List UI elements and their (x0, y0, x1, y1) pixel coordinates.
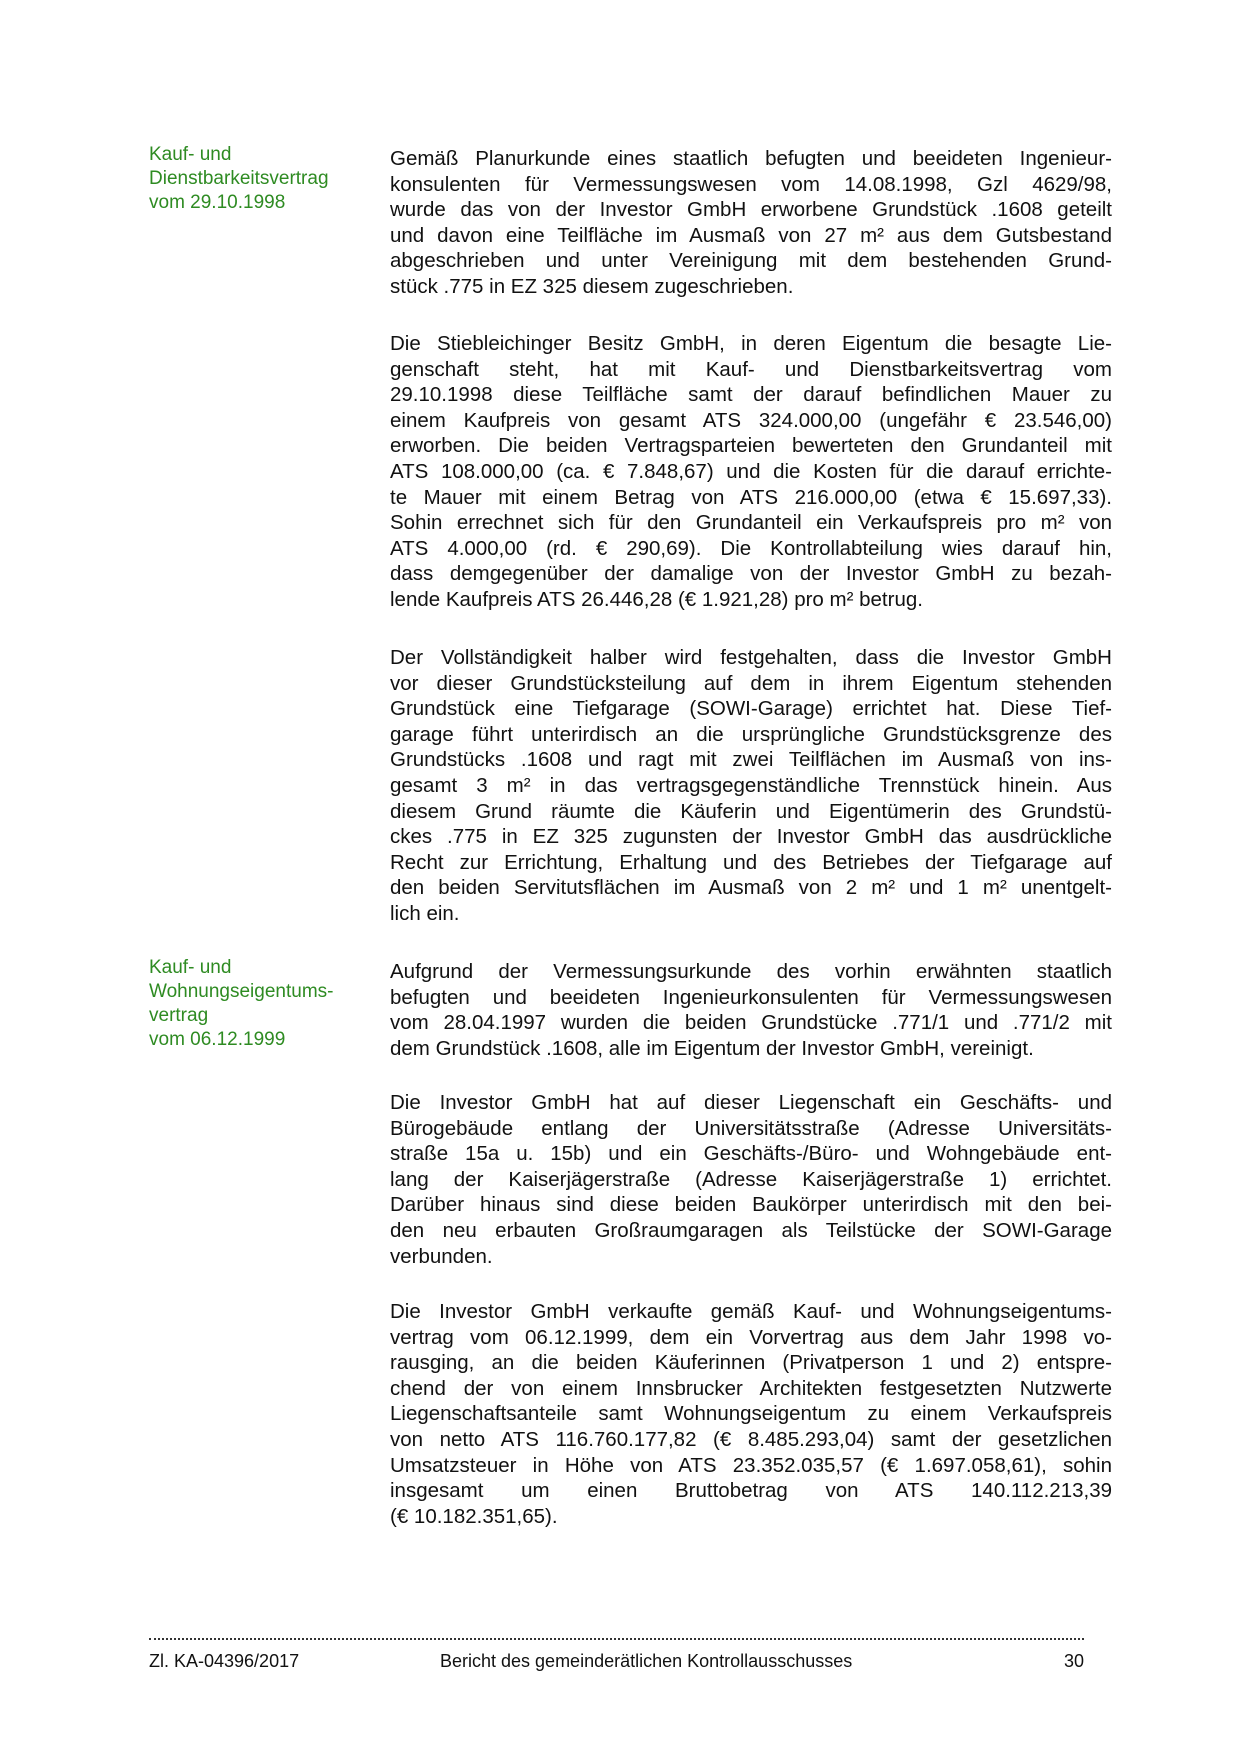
paragraph-line: Die Investor GmbH verkaufte gemäß Kauf- und Wohnungseigentums- (390, 1300, 1112, 1323)
paragraph-line: gesamt 3 m² in das vertragsgegenständliche Trennstück hinein. Aus (390, 773, 1112, 797)
paragraph-line: Der Vollständigkeit halber wird festgehalten, dass die Investor GmbH (390, 646, 1112, 669)
paragraph-line: von netto ATS 116.760.177,82 (€ 8.485.293,04) samt der gesetzlichen (390, 1427, 1112, 1451)
side-note-line: vertrag (149, 1005, 209, 1026)
paragraph-line: ckes .775 in EZ 325 zugunsten der Investor GmbH das ausdrückliche (390, 825, 1112, 849)
paragraph-line: ATS 4.000,00 (rd. € 290,69). Die Kontrollabteilung wies darauf hin, (390, 536, 1112, 560)
side-note-line: Kauf- und (149, 144, 232, 165)
paragraph-line: diesem Grund räumte die Käuferin und Eigentümerin des Grundstü- (390, 799, 1112, 823)
paragraph-line: Grundstück eine Tiefgarage (SOWI-Garage) errichtet hat. Diese Tief- (390, 697, 1112, 721)
paragraph-line: ATS 108.000,00 (ca. € 7.848,67) und die Kosten für die darauf errichte- (390, 459, 1112, 483)
paragraph-line: lich ein. (390, 901, 460, 925)
paragraph-line: Recht zur Errichtung, Erhaltung und des Betriebes der Tiefgarage auf (390, 850, 1112, 874)
paragraph-line: vor dieser Grundstücksteilung auf dem in ihrem Eigentum stehenden (390, 671, 1112, 695)
paragraph-line: Die Investor GmbH hat auf dieser Liegenschaft ein Geschäfts- und (390, 1091, 1112, 1114)
paragraph-line: konsulenten für Vermessungswesen vom 14.08.1998, Gzl 4629/98, (390, 172, 1112, 196)
side-note-line: Dienstbarkeitsvertrag (149, 168, 329, 189)
paragraph-line: rausging, an die beiden Käuferinnen (Privatperson 1 und 2) entspre- (390, 1351, 1112, 1375)
paragraph-line: (€ 10.182.351,65). (390, 1504, 558, 1528)
paragraph-line: Die Stiebleichinger Besitz GmbH, in deren Eigentum die besagte Lie- (390, 332, 1112, 355)
paragraph-line: abgeschrieben und unter Vereinigung mit dem bestehenden Grund- (390, 249, 1112, 273)
paragraph-line: Sohin errechnet sich für den Grundanteil ein Verkaufspreis pro m² von (390, 511, 1112, 535)
paragraph-line: Darüber hinaus sind diese beiden Baukörper unterirdisch mit den bei- (390, 1193, 1112, 1217)
paragraph-liegenschaft-gebaeude (390, 1090, 1112, 1269)
side-note-kauf-dienstbarkeitsvertrag (149, 143, 369, 215)
paragraph-line: lende Kaufpreis ATS 26.446,28 (€ 1.921,28) pro m² betrug. (390, 587, 923, 611)
footer-report-title: Bericht des gemeinderätlichen Kontrollausschusses (440, 1651, 853, 1671)
paragraph-line: erworben. Die beiden Vertragsparteien bewerteten den Grundanteil mit (390, 434, 1112, 458)
paragraph-verkauf-wohnungseigentum (390, 1299, 1112, 1529)
paragraph-vollstaendigkeit (390, 645, 1112, 927)
paragraph-stiebleichinger (390, 331, 1112, 613)
paragraph-line: verbunden. (390, 1244, 493, 1268)
paragraph-line: befugten und beeideten Ingenieurkonsulenten für Vermessungswesen (390, 985, 1112, 1009)
paragraph-line: wurde das von der Investor GmbH erworbene Grundstück .1608 geteilt (390, 198, 1112, 222)
paragraph-line: Aufgrund der Vermessungsurkunde des vorhin erwähnten staatlich (390, 960, 1112, 983)
paragraph-line: vom 28.04.1997 wurden die beiden Grundstücke .771/1 und .771/2 mit (390, 1011, 1112, 1035)
paragraph-line: vertrag vom 06.12.1999, dem ein Vorvertrag aus dem Jahr 1998 vo- (390, 1325, 1112, 1349)
paragraph-line: dass demgegenüber der damalige von der Investor GmbH zu bezah- (390, 562, 1112, 586)
paragraph-vermessungsurkunde (390, 959, 1112, 1061)
footer-page-number: 30 (1064, 1651, 1085, 1671)
paragraph-line: chend der von einem Innsbrucker Architekten festgesetzten Nutzwerte (390, 1376, 1112, 1400)
paragraph-line: garage führt unterirdisch an die ursprüngliche Grundstücksgrenze des (390, 722, 1112, 746)
paragraph-line: und davon eine Teilfläche im Ausmaß von 27 m² aus dem Gutsbestand (390, 223, 1112, 247)
paragraph-planurkunde (390, 146, 1112, 300)
paragraph-line: den neu erbauten Großraumgaragen als Teilstücke der SOWI-Garage (390, 1218, 1112, 1242)
paragraph-line: stück .775 in EZ 325 diesem zugeschrieben. (390, 274, 794, 298)
paragraph-line: lang der Kaiserjägerstraße (Adresse Kaiserjägerstraße 1) errichtet. (390, 1167, 1112, 1191)
paragraph-line: einem Kaufpreis von gesamt ATS 324.000,00 (ungefähr € 23.546,00) (390, 408, 1112, 432)
footer-divider (149, 1638, 1084, 1640)
paragraph-line: Bürogebäude entlang der Universitätsstraße (Adresse Universitäts- (390, 1116, 1112, 1140)
paragraph-line: Liegenschaftsanteile samt Wohnungseigentum zu einem Verkaufspreis (390, 1402, 1112, 1426)
paragraph-line: Grundstücks .1608 und ragt mit zwei Teilflächen im Ausmaß von ins- (390, 748, 1112, 772)
footer-reference-number: Zl. KA-04396/2017 (149, 1651, 300, 1671)
paragraph-line: insgesamt um einen Bruttobetrag von ATS 140.112.213,39 (390, 1479, 1112, 1503)
paragraph-line: te Mauer mit einem Betrag von ATS 216.000,00 (etwa € 15.697,33). (390, 485, 1112, 509)
side-note-line: Wohnungseigentums- (149, 981, 334, 1002)
paragraph-line: dem Grundstück .1608, alle im Eigentum der Investor GmbH, vereinigt. (390, 1036, 1034, 1060)
paragraph-line: Umsatzsteuer in Höhe von ATS 23.352.035,57 (€ 1.697.058,61), sohin (390, 1453, 1112, 1477)
side-note-kauf-wohnungseigentumsvertrag (149, 956, 369, 1052)
side-note-line: vom 06.12.1999 (149, 1029, 286, 1050)
paragraph-line: 29.10.1998 diese Teilfläche samt der darauf befindlichen Mauer zu (390, 383, 1112, 407)
paragraph-line: genschaft steht, hat mit Kauf- und Dienstbarkeitsvertrag vom (390, 357, 1112, 381)
paragraph-line: den beiden Servitutsflächen im Ausmaß von 2 m² und 1 m² unentgelt- (390, 876, 1112, 900)
paragraph-line: straße 15a u. 15b) und ein Geschäfts-/Büro- und Wohngebäude ent- (390, 1142, 1112, 1166)
paragraph-line: Gemäß Planurkunde eines staatlich befugten und beeideten Ingenieur- (390, 147, 1112, 170)
side-note-line: Kauf- und (149, 957, 232, 978)
side-note-line: vom 29.10.1998 (149, 192, 286, 213)
